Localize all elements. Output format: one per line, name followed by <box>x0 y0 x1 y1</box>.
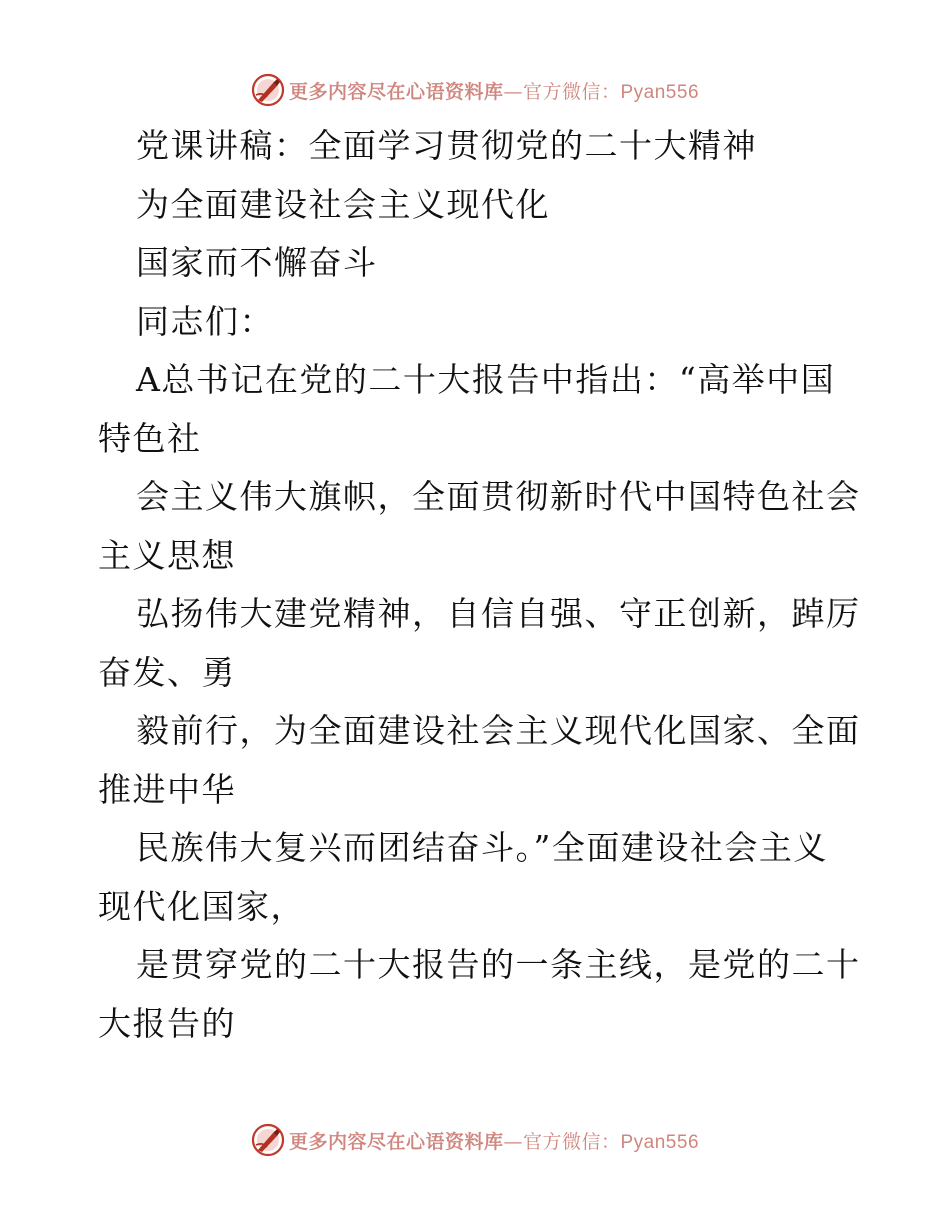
watermark-wechat-id: Pyan556 <box>620 1131 700 1153</box>
body-line: 现代化国家， <box>98 886 305 926</box>
watermark-main-text: 更多内容尽在心语资料库 <box>288 1130 504 1153</box>
watermark-header <box>0 70 950 110</box>
pen-logo-icon <box>251 73 285 107</box>
body-line: 特色社 <box>98 418 202 458</box>
body-line: 民族伟大复兴而团结奋斗。”全面建设社会主义 <box>136 828 828 867</box>
document-body <box>98 117 861 1053</box>
body-line: A总书记在党的二十大报告中指出：“高举中国 <box>136 360 836 399</box>
title-line-2: 为全面建设社会主义现代化 <box>136 184 550 224</box>
watermark-suffix-text: —官方微信： <box>503 1130 621 1153</box>
watermark-main-text: 更多内容尽在心语资料库 <box>288 80 504 103</box>
pen-logo-icon <box>251 1123 285 1157</box>
watermark-suffix-text: —官方微信： <box>503 80 621 103</box>
watermark-wechat-id: Pyan556 <box>620 81 700 103</box>
body-line: 是贯穿党的二十大报告的一条主线，是党的二十 <box>136 945 861 984</box>
watermark-footer <box>0 1120 950 1160</box>
title-line-3: 国家而不懈奋斗 <box>136 243 378 282</box>
salutation: 同志们： <box>136 301 274 341</box>
body-line: 奋发、勇 <box>98 652 236 692</box>
body-line: 推进中华 <box>98 769 236 809</box>
body-line: 会主义伟大旗帜，全面贯彻新时代中国特色社会 <box>136 477 861 516</box>
body-line: 主义思想 <box>98 535 236 575</box>
body-line: 大报告的 <box>98 1003 236 1043</box>
body-line: 弘扬伟大建党精神，自信自强、守正创新，踔厉 <box>136 594 861 633</box>
body-line: 毅前行，为全面建设社会主义现代化国家、全面 <box>136 711 861 750</box>
title-line-1: 党课讲稿：全面学习贯彻党的二十大精神 <box>136 126 757 165</box>
